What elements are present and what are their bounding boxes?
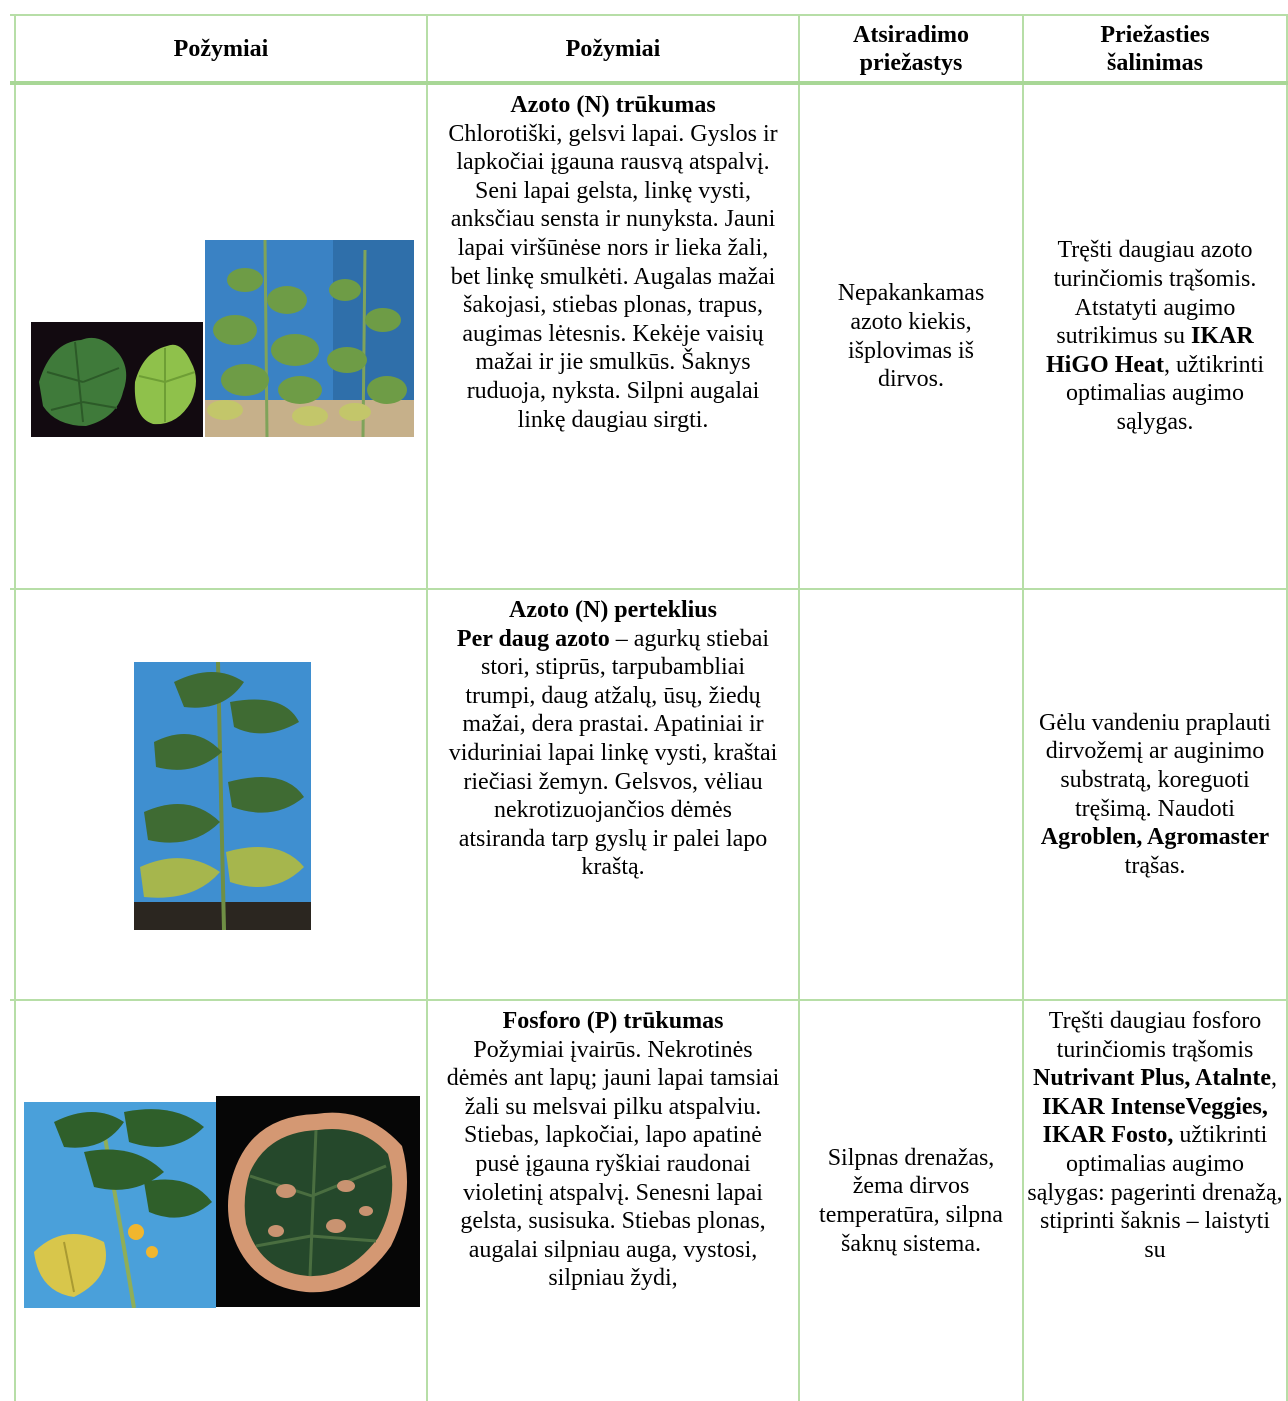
symptoms-cell [428, 596, 798, 999]
phosphorus-leaf-photo [216, 1096, 420, 1307]
remedy-text: , [1271, 1065, 1277, 1092]
deficiency-title: Azoto (N) perteklius [509, 597, 717, 623]
remedy-cell [1024, 85, 1286, 588]
product-name: Nutrivant Plus, Atalnte [1032, 1065, 1271, 1092]
symptoms-lead: Per daug azoto [456, 625, 610, 652]
header-causes [800, 16, 1022, 81]
cause-cell [800, 590, 1022, 999]
header-label: Požymiai [173, 35, 269, 62]
remedy-text: , užtikrinti optimalias augimo sąlygas. [1066, 351, 1264, 435]
remedy-text: užtikrinti optimalias augimo sąlygas: pagerinti drenažą, stiprinti šaknis – laistyti su [1027, 1122, 1283, 1263]
deficiency-title: Fosforo (P) trūkumas [502, 1008, 724, 1034]
header-remedy [1024, 16, 1286, 81]
remedy-text: trąšas. [1124, 852, 1186, 879]
symptoms-cell [428, 91, 798, 588]
deficiency-title: Azoto (N) trūkumas [510, 92, 716, 118]
remedy-text: Tręšti daugiau azoto turinčiomis trąšomis. Atstatyti augimo sutrikimus su [1053, 237, 1257, 350]
symptoms-cell [428, 1007, 798, 1401]
cucumber-plants-photo [205, 240, 414, 437]
cause-cell [800, 85, 1022, 588]
remedy-text: Gėlu vandeniu praplauti dirvožemį ar auginimo substratą, koreguoti tręšimą. Naudoti [1039, 709, 1271, 822]
cause-cell [800, 1001, 1022, 1401]
cucumber-leaves-photo [31, 322, 203, 437]
product-name: IKAR HiGO Heat [1046, 323, 1254, 378]
cucumber-plant-excess-photo [134, 662, 311, 930]
header-label: Atsiradimo priežastys [853, 21, 969, 76]
header-label: Požymiai [565, 35, 661, 62]
grid-line [14, 14, 16, 1401]
grid-line [10, 999, 1288, 1001]
cause-text: Nepakankamas azoto kiekis, išplovimas iš dirvos. [837, 280, 985, 393]
symptoms-text: – agurkų stiebai stori, stiprūs, tarpubambliai trumpi, daug atžalų, ūsų, žiedų mažai, dera prastai. Apatiniai ir viduriniai lapai linkę vysti, kraštai riečiasi žemyn. Gelsvos, vėliau nekrotizuojančios dėmės atsiranda tarp gyslų ir palei lapo kraštą. [448, 625, 778, 881]
symptoms-text: Požymiai įvairūs. Nekrotinės dėmės ant lapų; jauni lapai tamsiai žali su melsvai pilku atspalviu. Stiebas, lapkočiai, lapo apatinė pusė įgauna ryškiai raudonai violetinį atspalvį. Senesni lapai gelsta, susisuka. Stiebas plonas, augalai silpniau auga, vystosi, silpniau žydi, [446, 1036, 780, 1292]
header-symptoms-images [16, 16, 426, 81]
cucumber-yellow-leaf-photo [24, 1102, 216, 1308]
remedy-text: Tręšti daugiau fosforo turinčiomis trąšomis [1048, 1008, 1262, 1063]
cause-text: Silpnas drenažas, žema dirvos temperatūra, silpna šaknų sistema. [819, 1144, 1003, 1257]
product-name: Agroblen, Agromaster [1040, 824, 1270, 851]
remedy-cell [1024, 590, 1286, 999]
header-symptoms-text [428, 16, 798, 81]
product-name: IKAR IntenseVeggies, IKAR Fosto, [1042, 1093, 1268, 1149]
symptoms-text: Chlorotiški, gelsvi lapai. Gyslos ir lapkočiai įgauna rausvą atspalvį. Seni lapai gelsta, linkę vysti, anksčiau sensta ir nunyksta. Jauni lapai viršūnėse nors ir lieka žali, bet linkę smulkėti. Augalas mažai šakojasi, stiebas plonas, trapus, augimas lėtesnis. Kekėje vaisių mažai ir jie smulkūs. Šaknys ruduoja, nyksta. Silpni augalai linkę daugiau sirgti. [448, 120, 778, 433]
remedy-cell [1024, 1007, 1286, 1401]
header-label: Priežasties šalinimas [1100, 21, 1210, 76]
